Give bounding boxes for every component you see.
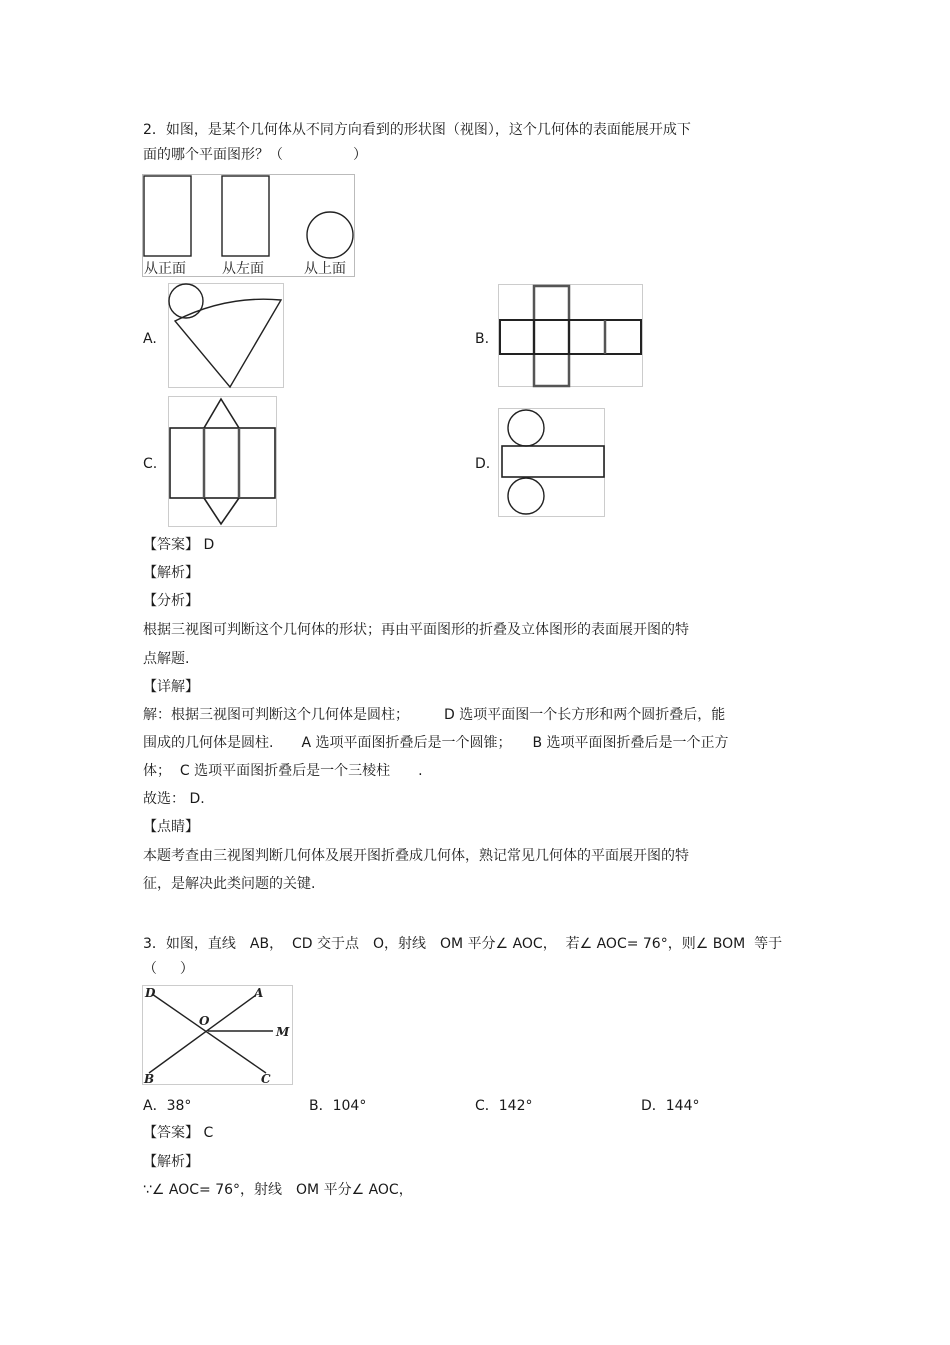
q2-dianjing-heading: 【点睛】 (143, 819, 199, 835)
q3-option-d: D．144° (641, 1098, 700, 1114)
q3-option-b: B．104° (309, 1098, 367, 1114)
q2-option-d-label: D. (475, 456, 491, 472)
q2-answer: 【答案】 D (143, 537, 215, 553)
q3-option-a: A．38° (143, 1098, 192, 1114)
q2-jiexi-heading: 【解析】 (143, 565, 199, 581)
label-m: M (276, 1025, 290, 1039)
q2-option-c-prism-net (168, 396, 278, 528)
q2-option-a-label: A. (143, 331, 157, 347)
q2-fenxi-heading: 【分析】 (143, 593, 199, 609)
q3-answer: 【答案】 C (143, 1125, 214, 1141)
label-o: O (199, 1014, 210, 1028)
q2-detail-line2: 围成的几何体是圆柱. A 选项平面图折叠后是一个圆锥； B 选项平面图折叠后是一个正方 (143, 735, 729, 751)
q2-option-a-cone-net (168, 283, 285, 389)
q2-option-b-cube-net (498, 284, 644, 388)
q2-fenxi-line1: 根据三视图可判断这个几何体的形状；再由平面图形的折叠及立体图形的表面展开图的特 (143, 622, 689, 638)
q3-option-c: C．142° (475, 1098, 533, 1114)
left-view-label: 从左面 (222, 261, 264, 277)
top-view-label: 从上面 (304, 261, 346, 277)
q2-detail-line1: 解：根据三视图可判断这个几何体是圆柱； D 选项平面图一个长方形和两个圆折叠后，能 (143, 707, 726, 723)
label-a: A (254, 986, 264, 1000)
q2-dianjing-line2: 征，是解决此类问题的关键. (143, 876, 316, 892)
q2-fenxi-line2: 点解题. (143, 651, 190, 667)
q3-step1: ∵∠ AOC= 76°，射线 OM 平分∠ AOC， (143, 1182, 413, 1198)
q2-dianjing-line1: 本题考查由三视图判断几何体及展开图折叠成几何体，熟记常见几何体的平面展开图的特 (143, 848, 689, 864)
front-view-label: 从正面 (144, 261, 186, 277)
q3-stem-line1: 3．如图，直线 AB， CD 交于点 O，射线 OM 平分∠ AOC， 若∠ AOC= 76°，则∠ BOM 等于 (143, 936, 783, 952)
q2-xiangjie-heading: 【详解】 (143, 679, 199, 695)
q2-stem-line2: 面的哪个平面图形？（ ） (143, 147, 367, 163)
q3-stem-line2: （ ） (143, 961, 194, 977)
q3-intersecting-lines-figure (142, 985, 294, 1086)
q2-option-d-cylinder-net (498, 408, 606, 518)
label-b: B (144, 1072, 155, 1086)
q2-option-c-label: C. (143, 456, 158, 472)
q2-conclusion: 故选： D. (143, 791, 205, 807)
label-c: C (261, 1072, 271, 1086)
q2-stem-line1: 2．如图，是某个几何体从不同方向看到的形状图（视图），这个几何体的表面能展开成下 (143, 122, 691, 138)
label-d: D (145, 986, 156, 1000)
q2-option-b-label: B. (475, 331, 490, 347)
q2-detail-line3: 体； C 选项平面图折叠后是一个三棱柱 . (143, 763, 423, 779)
q2-three-views-figure (142, 174, 356, 278)
q3-jiexi-heading: 【解析】 (143, 1154, 199, 1170)
